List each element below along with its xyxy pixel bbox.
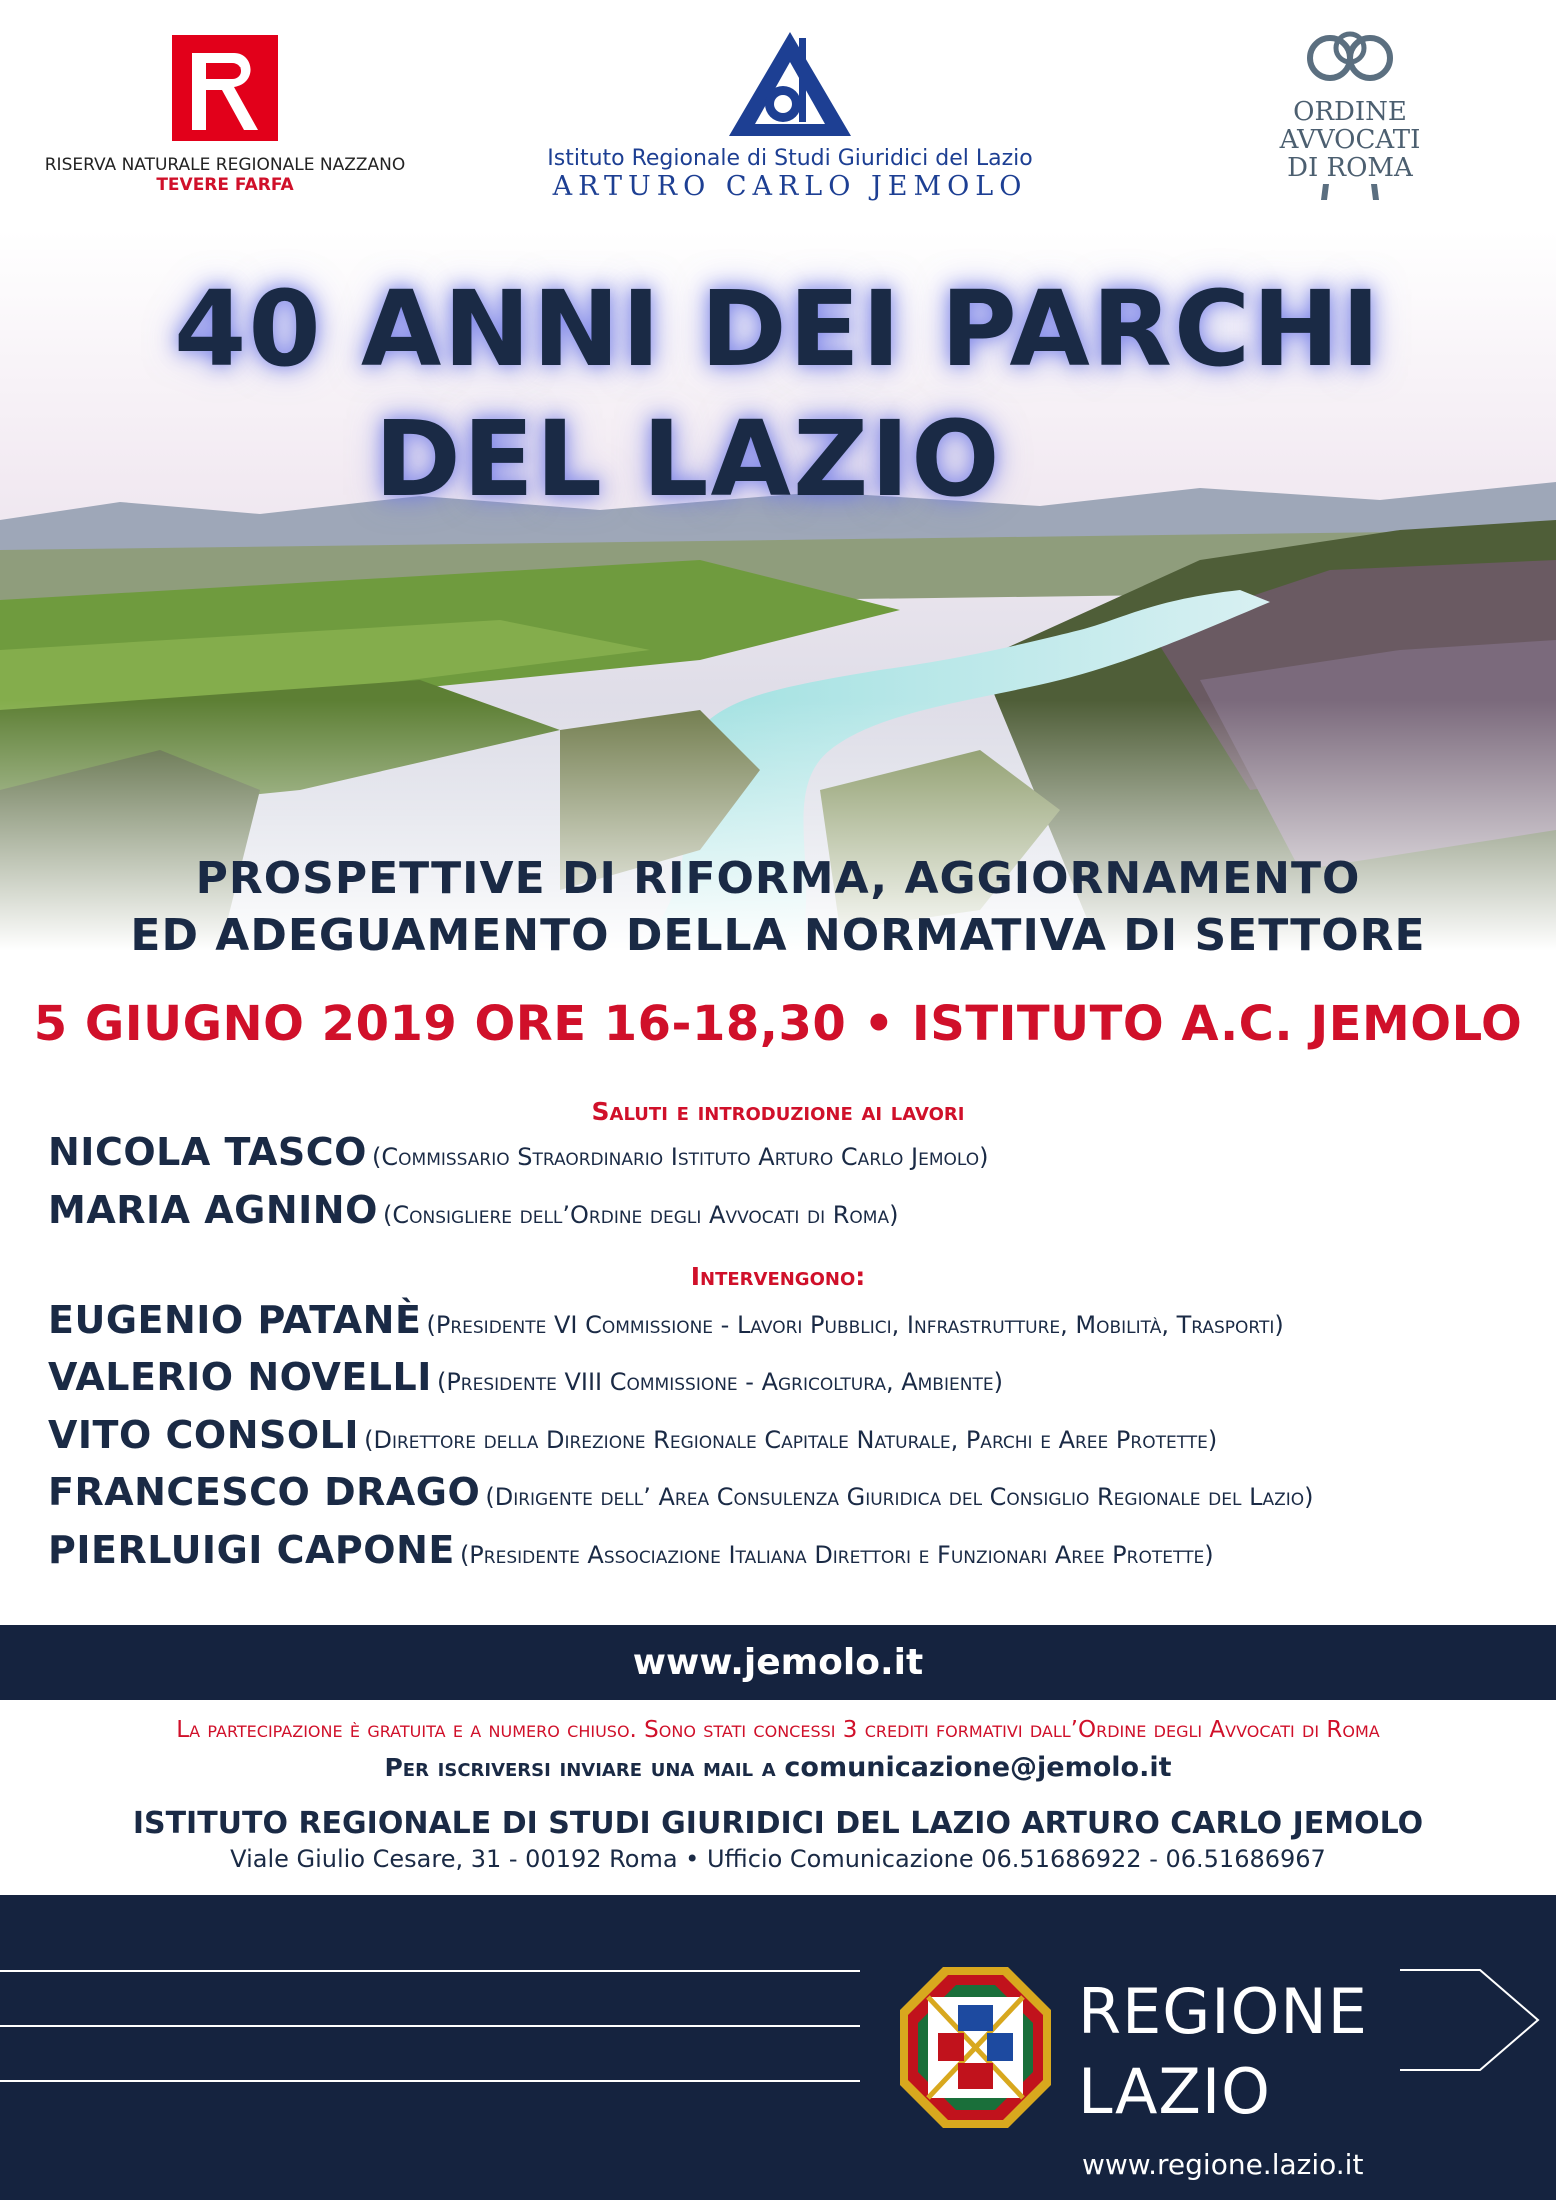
speaker-name: VALERIO NOVELLI bbox=[48, 1355, 432, 1399]
riserva-emblem-icon bbox=[172, 35, 278, 141]
regione-chevron-icon bbox=[1400, 1945, 1540, 2095]
jemolo-logo bbox=[520, 28, 1060, 202]
regione-line1: REGIONE bbox=[1078, 1975, 1368, 2048]
speaker-row bbox=[48, 1298, 1528, 1342]
subtitle-line2: ED ADEGUAMENTO DELLA NORMATIVA DI SETTORE bbox=[130, 910, 1426, 961]
participation-note: La partecipazione è gratuita e a numero chiuso. Sono stati concessi 3 crediti formativi dall’Ordine degli Avvocati di Roma bbox=[176, 1717, 1380, 1743]
speaker-role: (Commissario Straordinario Istituto Arturo Carlo Jemolo) bbox=[372, 1143, 989, 1171]
speaker-row bbox=[48, 1413, 1528, 1457]
band-line bbox=[0, 2080, 860, 2082]
ordine-line1: ORDINE bbox=[1293, 97, 1407, 127]
speakers-heading: Intervengono: bbox=[690, 1262, 866, 1291]
event-date-location: 5 GIUGNO 2019 ORE 16-18,30 • ISTITUTO A.C. JEMOLO bbox=[33, 996, 1523, 1052]
event-title-line1 bbox=[0, 268, 1556, 390]
speaker-row bbox=[48, 1355, 1528, 1399]
ordine-knot-icon bbox=[1300, 28, 1400, 98]
speaker-role: (Presidente VI Commissione - Lavori Pubblici, Infrastrutture, Mobilità, Trasporti) bbox=[426, 1311, 1284, 1339]
speaker-name: NICOLA TASCO bbox=[48, 1130, 367, 1174]
website-link[interactable]: www.jemolo.it bbox=[632, 1642, 924, 1683]
ordine-columns-icon bbox=[1315, 184, 1385, 200]
website-bar bbox=[0, 1625, 1556, 1700]
speaker-role: (Presidente Associazione Italiana Direttori e Funzionari Aree Protette) bbox=[459, 1541, 1214, 1569]
subtitle-line1: PROSPETTIVE DI RIFORMA, AGGIORNAMENTO bbox=[195, 853, 1361, 904]
event-title-line2 bbox=[0, 398, 1466, 520]
regione-line2: LAZIO bbox=[1078, 2055, 1271, 2128]
regione-lazio-emblem-icon bbox=[898, 1965, 1053, 2130]
speaker-role: (Dirigente dell’ Area Consulenza Giuridica del Consiglio Regionale del Lazio) bbox=[485, 1483, 1314, 1511]
speaker-name: EUGENIO PATANÈ bbox=[48, 1298, 422, 1342]
ordine-line3: DI ROMA bbox=[1287, 153, 1413, 183]
institute-address: Viale Giulio Cesare, 31 - 00192 Roma • Ufficio Comunicazione 06.51686922 - 06.51686967 bbox=[230, 1845, 1326, 1873]
jemolo-institute-name: Istituto Regionale di Studi Giuridici del Lazio bbox=[547, 146, 1033, 171]
signup-prefix: Per iscriversi inviare una mail a bbox=[384, 1753, 776, 1782]
speaker-role: (Presidente VIII Commissione - Agricoltura, Ambiente) bbox=[436, 1368, 1003, 1396]
speaker-row bbox=[48, 1188, 1528, 1232]
speaker-name: PIERLUIGI CAPONE bbox=[48, 1528, 455, 1572]
speaker-name: FRANCESCO DRAGO bbox=[48, 1470, 481, 1514]
jemolo-person-name: ARTURO CARLO JEMOLO bbox=[552, 171, 1028, 202]
speaker-role: (Consigliere dell’Ordine degli Avvocati di Roma) bbox=[383, 1201, 899, 1229]
riserva-name: RISERVA NATURALE REGIONALE NAZZANO bbox=[44, 155, 406, 175]
speaker-name: VITO CONSOLI bbox=[48, 1413, 360, 1457]
title-text-line2: DEL LAZIO bbox=[374, 398, 1002, 520]
band-line bbox=[0, 2025, 860, 2027]
signup-line bbox=[0, 1752, 1556, 1783]
jemolo-emblem-icon bbox=[725, 28, 855, 140]
speaker-row bbox=[48, 1528, 1528, 1572]
signup-email-link[interactable]: comunicazione@jemolo.it bbox=[784, 1752, 1172, 1783]
title-text-line1: 40 ANNI DEI PARCHI bbox=[174, 268, 1382, 390]
regione-band bbox=[0, 1895, 1556, 2200]
riserva-subname: TEVERE FARFA bbox=[156, 175, 294, 195]
speaker-role: (Direttore della Direzione Regionale Capitale Naturale, Parchi e Aree Protette) bbox=[364, 1426, 1218, 1454]
speaker-row bbox=[48, 1130, 1528, 1174]
regione-website-link[interactable]: www.regione.lazio.it bbox=[1082, 2148, 1364, 2181]
riserva-logo bbox=[30, 35, 420, 195]
speaker-row bbox=[48, 1470, 1528, 1514]
greetings-heading: Saluti e introduzione ai lavori bbox=[591, 1097, 965, 1126]
band-line bbox=[0, 1970, 860, 1972]
speaker-name: MARIA AGNINO bbox=[48, 1188, 378, 1232]
institute-full-name: ISTITUTO REGIONALE DI STUDI GIURIDICI DEL LAZIO ARTURO CARLO JEMOLO bbox=[132, 1806, 1424, 1841]
ordine-line2: AVVOCATI bbox=[1279, 125, 1421, 155]
ordine-logo bbox=[1255, 28, 1445, 200]
